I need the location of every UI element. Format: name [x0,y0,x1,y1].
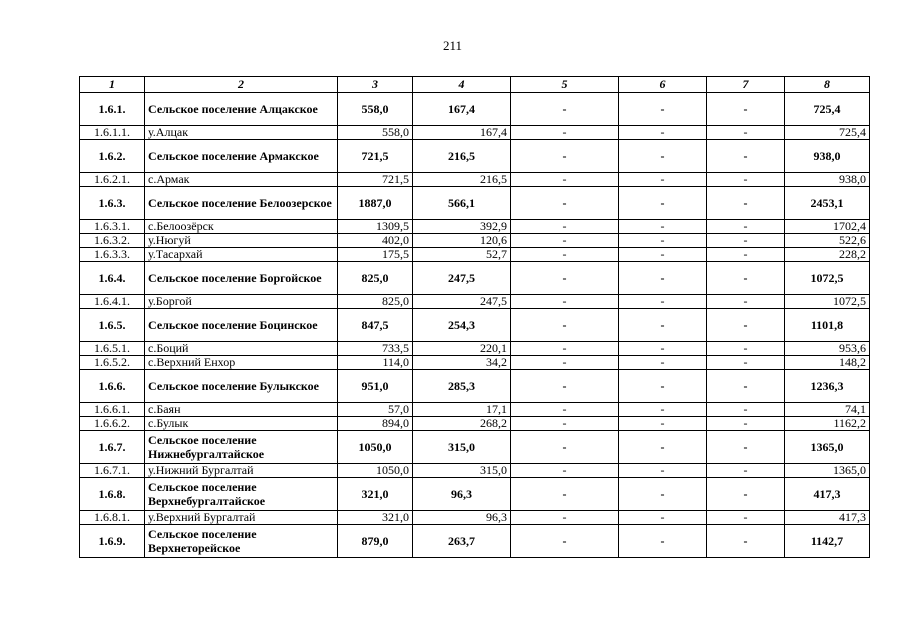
value-col-4: 167,4 [413,126,511,140]
value-col-6: - [619,220,707,234]
row-name: с.Армак [145,173,338,187]
value-col-7: - [707,511,785,525]
settlement-group-row [80,478,870,511]
value-col-6: - [619,126,707,140]
row-name: у.Верхний Бургалтай [145,511,338,525]
row-name: Сельское поселение Боцинское [145,309,338,342]
row-name: Сельское поселение Верхнебургалтайское [145,478,338,511]
row-code: 1.6.7.1. [80,464,145,478]
row-name: у.Нюгуй [145,234,338,248]
value-col-6: - [619,309,707,342]
row-code: 1.6.3.2. [80,234,145,248]
value-col-5: - [511,220,619,234]
value-col-8: 725,4 [785,93,870,126]
value-col-5: - [511,417,619,431]
row-name: с.Боций [145,342,338,356]
value-col-6: - [619,295,707,309]
value-col-3: 825,0 [338,295,413,309]
row-code: 1.6.6. [80,370,145,403]
value-col-5: - [511,140,619,173]
value-col-7: - [707,126,785,140]
settlement-group-row [80,262,870,295]
value-col-3: 1050,0 [338,464,413,478]
locality-row [80,403,870,417]
value-col-3: 847,5 [338,309,413,342]
value-col-6: - [619,511,707,525]
row-name: Сельское поселение Нижнебургалтайское [145,431,338,464]
value-col-3: 879,0 [338,525,413,558]
data-table [79,76,870,558]
value-col-4: 566,1 [413,187,511,220]
value-col-5: - [511,464,619,478]
value-col-7: - [707,248,785,262]
value-col-8: 1365,0 [785,464,870,478]
settlement-group-row [80,140,870,173]
value-col-4: 392,9 [413,220,511,234]
value-col-6: - [619,464,707,478]
value-col-5: - [511,431,619,464]
value-col-3: 721,5 [338,140,413,173]
value-col-6: - [619,262,707,295]
value-col-4: 315,0 [413,464,511,478]
value-col-6: - [619,93,707,126]
locality-row [80,356,870,370]
value-col-4: 120,6 [413,234,511,248]
row-code: 1.6.3. [80,187,145,220]
row-name: Сельское поселение Боргойское [145,262,338,295]
value-col-7: - [707,234,785,248]
row-code: 1.6.1. [80,93,145,126]
column-header-3: 3 [338,77,413,93]
row-code: 1.6.6.2. [80,417,145,431]
value-col-3: 825,0 [338,262,413,295]
row-code: 1.6.3.3. [80,248,145,262]
value-col-8: 1101,8 [785,309,870,342]
value-col-8: 228,2 [785,248,870,262]
row-name: Сельское поселение Верхнеторейское [145,525,338,558]
value-col-7: - [707,309,785,342]
value-col-7: - [707,342,785,356]
value-col-7: - [707,403,785,417]
row-code: 1.6.3.1. [80,220,145,234]
row-name: у.Нижний Бургалтай [145,464,338,478]
value-col-7: - [707,295,785,309]
value-col-4: 285,3 [413,370,511,403]
value-col-7: - [707,370,785,403]
value-col-6: - [619,187,707,220]
column-header-1: 1 [80,77,145,93]
value-col-4: 254,3 [413,309,511,342]
value-col-4: 247,5 [413,295,511,309]
value-col-7: - [707,417,785,431]
settlement-group-row [80,525,870,558]
value-col-5: - [511,356,619,370]
value-col-6: - [619,525,707,558]
value-col-6: - [619,431,707,464]
value-col-8: 953,6 [785,342,870,356]
value-col-6: - [619,478,707,511]
value-col-3: 57,0 [338,403,413,417]
value-col-4: 167,4 [413,93,511,126]
value-col-6: - [619,140,707,173]
locality-row [80,417,870,431]
value-col-5: - [511,342,619,356]
value-col-4: 52,7 [413,248,511,262]
value-col-6: - [619,234,707,248]
value-col-5: - [511,126,619,140]
value-col-4: 17,1 [413,403,511,417]
settlement-group-row [80,93,870,126]
value-col-8: 1702,4 [785,220,870,234]
row-code: 1.6.5.2. [80,356,145,370]
value-col-5: - [511,234,619,248]
value-col-5: - [511,370,619,403]
value-col-3: 1050,0 [338,431,413,464]
locality-row [80,248,870,262]
value-col-8: 1142,7 [785,525,870,558]
value-col-4: 220,1 [413,342,511,356]
locality-row [80,234,870,248]
column-header-2: 2 [145,77,338,93]
locality-row [80,126,870,140]
table-body [80,93,870,558]
value-col-8: 1072,5 [785,262,870,295]
value-col-7: - [707,140,785,173]
value-col-3: 951,0 [338,370,413,403]
value-col-8: 417,3 [785,478,870,511]
row-name: у.Боргой [145,295,338,309]
value-col-5: - [511,403,619,417]
column-header-7: 7 [707,77,785,93]
value-col-5: - [511,262,619,295]
row-name: Сельское поселение Булыкское [145,370,338,403]
value-col-3: 721,5 [338,173,413,187]
value-col-8: 1162,2 [785,417,870,431]
value-col-5: - [511,525,619,558]
locality-row [80,295,870,309]
value-col-3: 558,0 [338,126,413,140]
value-col-7: - [707,525,785,558]
value-col-8: 148,2 [785,356,870,370]
value-col-3: 1887,0 [338,187,413,220]
column-header-5: 5 [511,77,619,93]
row-code: 1.6.9. [80,525,145,558]
row-code: 1.6.5. [80,309,145,342]
value-col-6: - [619,342,707,356]
value-col-8: 417,3 [785,511,870,525]
row-code: 1.6.4.1. [80,295,145,309]
settlement-group-row [80,187,870,220]
settlement-group-row [80,431,870,464]
value-col-5: - [511,93,619,126]
locality-row [80,511,870,525]
value-col-3: 558,0 [338,93,413,126]
value-col-7: - [707,464,785,478]
value-col-4: 263,7 [413,525,511,558]
value-col-7: - [707,173,785,187]
value-col-5: - [511,478,619,511]
value-col-3: 894,0 [338,417,413,431]
value-col-8: 1365,0 [785,431,870,464]
value-col-8: 1072,5 [785,295,870,309]
value-col-7: - [707,478,785,511]
row-code: 1.6.8.1. [80,511,145,525]
value-col-4: 268,2 [413,417,511,431]
row-name: с.Булык [145,417,338,431]
value-col-3: 321,0 [338,511,413,525]
value-col-4: 216,5 [413,173,511,187]
value-col-5: - [511,295,619,309]
value-col-3: 1309,5 [338,220,413,234]
value-col-6: - [619,403,707,417]
row-name: Сельское поселение Армакское [145,140,338,173]
value-col-4: 96,3 [413,478,511,511]
value-col-3: 321,0 [338,478,413,511]
settlement-group-row [80,370,870,403]
value-col-8: 725,4 [785,126,870,140]
value-col-6: - [619,370,707,403]
row-code: 1.6.1.1. [80,126,145,140]
value-col-6: - [619,173,707,187]
row-code: 1.6.5.1. [80,342,145,356]
column-header-8: 8 [785,77,870,93]
locality-row [80,173,870,187]
value-col-8: 74,1 [785,403,870,417]
value-col-7: - [707,356,785,370]
row-code: 1.6.4. [80,262,145,295]
value-col-6: - [619,356,707,370]
value-col-8: 522,6 [785,234,870,248]
value-col-6: - [619,248,707,262]
value-col-8: 938,0 [785,173,870,187]
value-col-5: - [511,248,619,262]
value-col-3: 402,0 [338,234,413,248]
value-col-7: - [707,262,785,295]
value-col-4: 315,0 [413,431,511,464]
row-name: с.Белоозёрск [145,220,338,234]
row-name: Сельское поселение Алцакское [145,93,338,126]
value-col-3: 733,5 [338,342,413,356]
row-code: 1.6.2. [80,140,145,173]
row-name: у.Алцак [145,126,338,140]
locality-row [80,464,870,478]
value-col-5: - [511,309,619,342]
value-col-7: - [707,93,785,126]
value-col-7: - [707,431,785,464]
locality-row [80,220,870,234]
value-col-8: 938,0 [785,140,870,173]
value-col-7: - [707,187,785,220]
value-col-3: 114,0 [338,356,413,370]
row-name: с.Верхний Енхор [145,356,338,370]
row-name: у.Тасархай [145,248,338,262]
value-col-4: 247,5 [413,262,511,295]
settlement-group-row [80,309,870,342]
locality-row [80,342,870,356]
column-header-6: 6 [619,77,707,93]
column-header-4: 4 [413,77,511,93]
value-col-5: - [511,511,619,525]
row-name: Сельское поселение Белоозерское [145,187,338,220]
value-col-3: 175,5 [338,248,413,262]
value-col-8: 1236,3 [785,370,870,403]
value-col-7: - [707,220,785,234]
row-name: с.Баян [145,403,338,417]
value-col-4: 96,3 [413,511,511,525]
page-number: 211 [442,38,463,53]
row-code: 1.6.6.1. [80,403,145,417]
value-col-5: - [511,187,619,220]
value-col-4: 216,5 [413,140,511,173]
header-row [80,77,870,93]
row-code: 1.6.2.1. [80,173,145,187]
value-col-8: 2453,1 [785,187,870,220]
value-col-4: 34,2 [413,356,511,370]
value-col-6: - [619,417,707,431]
row-code: 1.6.8. [80,478,145,511]
row-code: 1.6.7. [80,431,145,464]
value-col-5: - [511,173,619,187]
